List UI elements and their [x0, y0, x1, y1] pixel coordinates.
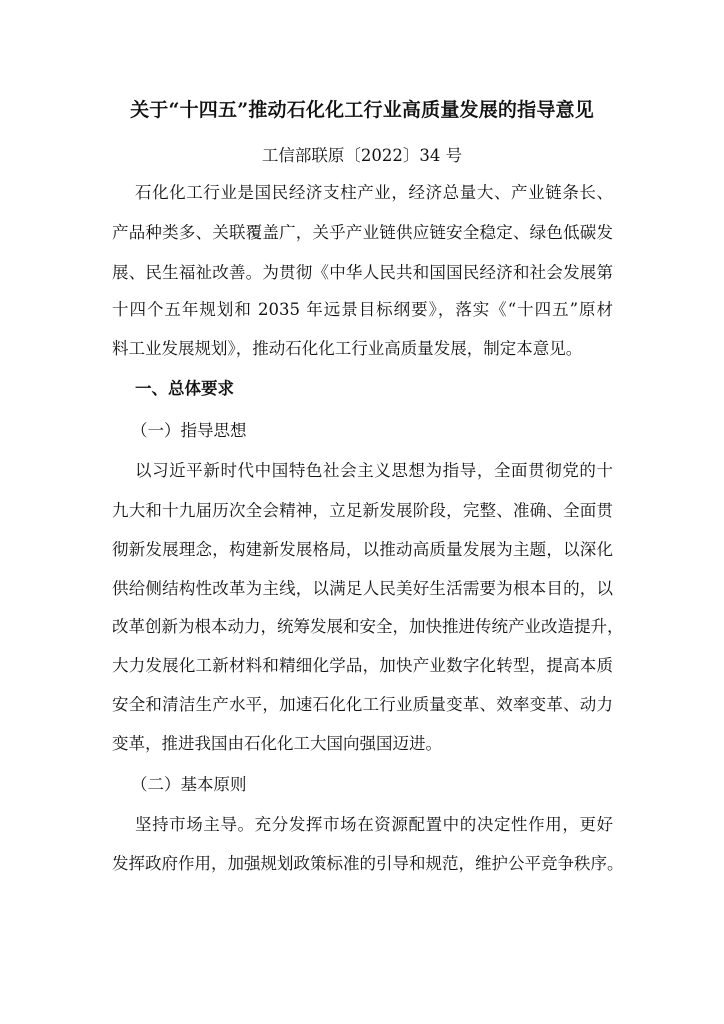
section-heading: 一、总体要求	[135, 379, 234, 398]
intro-line: 产品种类多、关联覆盖广，关乎产业链供应链安全稳定、绿色低碳发	[112, 223, 613, 242]
guiding-line: 彻新发展理念，构建新发展格局，以推动高质量发展为主题，以深化	[112, 540, 613, 559]
guiding-line: 安全和清洁生产水平，加速石化化工行业质量变革、效率变革、动力	[112, 695, 613, 714]
guiding-line: 供给侧结构性改革为主线，以满足人民美好生活需要为根本目的，以	[112, 579, 613, 598]
intro-line: 料工业发展规划》，推动石化化工行业高质量发展，制定本意见。	[112, 339, 583, 358]
guiding-line: 变革，推进我国由石化化工大国向强国迈进。	[112, 734, 442, 753]
intro-line: 石化化工行业是国民经济支柱产业，经济总量大、产业链条长、	[135, 183, 613, 202]
subsection-heading: （二）基本原则	[131, 775, 247, 794]
principle-line: 发挥政府作用，加强规划政策标准的引导和规范，维护公平竞争秩序。	[112, 854, 624, 873]
guiding-line: 改革创新为根本动力，统筹发展和安全，加快推进传统产业改造提升，	[112, 617, 624, 636]
principle-line: 坚持市场主导。充分发挥市场在资源配置中的决定性作用，更好	[135, 815, 613, 834]
guiding-line: 以习近平新时代中国特色社会主义思想为指导，全面贯彻党的十	[135, 461, 613, 480]
document-title: 关于“十四五”推动石化化工行业高质量发展的指导意见	[130, 99, 594, 121]
document-number: 工信部联原〔2022〕34 号	[261, 146, 463, 165]
intro-line: 展、民生福祉改善。为贯彻《中华人民共和国国民经济和社会发展第	[112, 263, 613, 282]
guiding-line: 九大和十九届历次全会精神，立足新发展阶段，完整、准确、全面贯	[112, 501, 613, 520]
subsection-heading: （一）指导思想	[131, 421, 247, 440]
intro-line: 十四个五年规划和 2035 年远景目标纲要》，落实《“十四五”原材	[112, 300, 613, 319]
guiding-line: 大力发展化工新材料和精细化学品，加快产业数字化转型，提高本质	[112, 656, 613, 675]
